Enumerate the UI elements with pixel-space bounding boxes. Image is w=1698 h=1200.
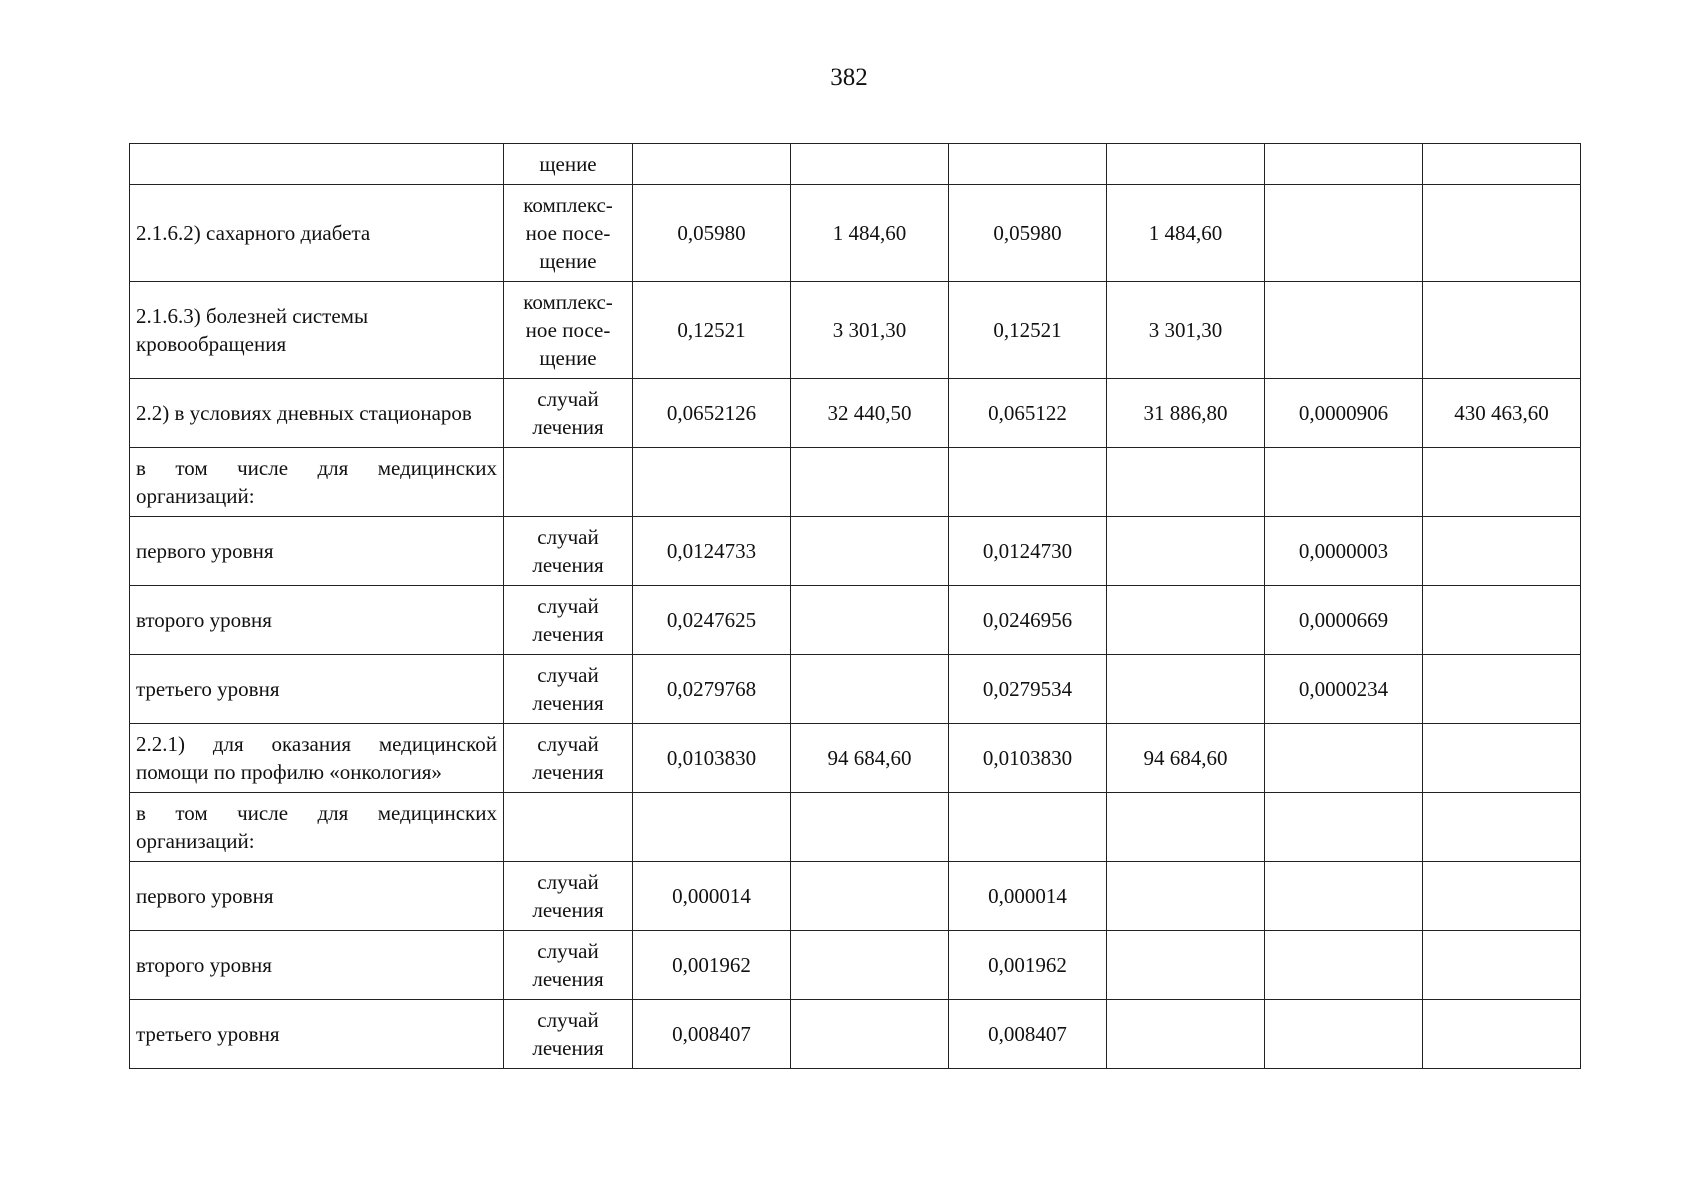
row-value-4 bbox=[1107, 931, 1265, 1000]
row-value-4 bbox=[1107, 448, 1265, 517]
row-value-1: 0,12521 bbox=[633, 282, 791, 379]
row-value-4 bbox=[1107, 862, 1265, 931]
row-unit: комплекс-ное посе-щение bbox=[504, 282, 633, 379]
row-name: третьего уровня bbox=[130, 1000, 504, 1069]
row-unit bbox=[504, 448, 633, 517]
row-value-6 bbox=[1423, 724, 1581, 793]
row-value-1 bbox=[633, 793, 791, 862]
row-value-4: 31 886,80 bbox=[1107, 379, 1265, 448]
row-value-2 bbox=[791, 144, 949, 185]
row-value-5 bbox=[1265, 862, 1423, 931]
row-value-5 bbox=[1265, 1000, 1423, 1069]
row-value-5 bbox=[1265, 185, 1423, 282]
table-row bbox=[130, 379, 1581, 448]
page-number: 382 bbox=[830, 64, 868, 91]
row-name: второго уровня bbox=[130, 931, 504, 1000]
row-unit: случай лечения bbox=[504, 379, 633, 448]
row-value-3 bbox=[949, 144, 1107, 185]
row-value-6 bbox=[1423, 282, 1581, 379]
row-value-4 bbox=[1107, 1000, 1265, 1069]
row-value-4 bbox=[1107, 655, 1265, 724]
row-value-1: 0,0247625 bbox=[633, 586, 791, 655]
row-value-3: 0,0246956 bbox=[949, 586, 1107, 655]
row-name bbox=[130, 144, 504, 185]
row-value-4: 3 301,30 bbox=[1107, 282, 1265, 379]
row-value-2: 94 684,60 bbox=[791, 724, 949, 793]
row-value-2 bbox=[791, 793, 949, 862]
row-name: в том числе для медицинских организаций: bbox=[130, 793, 504, 862]
row-unit bbox=[504, 793, 633, 862]
row-value-6 bbox=[1423, 448, 1581, 517]
row-value-5 bbox=[1265, 448, 1423, 517]
row-value-2: 32 440,50 bbox=[791, 379, 949, 448]
row-value-1: 0,001962 bbox=[633, 931, 791, 1000]
row-name: 2.1.6.2) сахарного диабета bbox=[130, 185, 504, 282]
row-value-6 bbox=[1423, 793, 1581, 862]
row-name: первого уровня bbox=[130, 517, 504, 586]
row-name: первого уровня bbox=[130, 862, 504, 931]
row-value-6 bbox=[1423, 1000, 1581, 1069]
row-value-6 bbox=[1423, 185, 1581, 282]
row-name: 2.2.1) для оказания медицинской помощи по профилю «онкология» bbox=[130, 724, 504, 793]
row-value-6 bbox=[1423, 144, 1581, 185]
table-row bbox=[130, 282, 1581, 379]
row-value-5 bbox=[1265, 793, 1423, 862]
row-value-6 bbox=[1423, 586, 1581, 655]
row-value-1: 0,008407 bbox=[633, 1000, 791, 1069]
row-value-5: 0,0000234 bbox=[1265, 655, 1423, 724]
row-name: в том числе для медицинских организаций: bbox=[130, 448, 504, 517]
table-row bbox=[130, 655, 1581, 724]
row-value-5 bbox=[1265, 931, 1423, 1000]
row-value-6 bbox=[1423, 517, 1581, 586]
row-value-6 bbox=[1423, 655, 1581, 724]
row-value-2: 1 484,60 bbox=[791, 185, 949, 282]
row-value-1: 0,0124733 bbox=[633, 517, 791, 586]
table-row bbox=[130, 448, 1581, 517]
table-row bbox=[130, 185, 1581, 282]
row-value-1: 0,000014 bbox=[633, 862, 791, 931]
table-row bbox=[130, 517, 1581, 586]
row-value-5 bbox=[1265, 724, 1423, 793]
row-value-3 bbox=[949, 793, 1107, 862]
row-unit: щение bbox=[504, 144, 633, 185]
row-name: 2.2) в условиях дневных стационаров bbox=[130, 379, 504, 448]
row-value-2: 3 301,30 bbox=[791, 282, 949, 379]
row-value-3: 0,05980 bbox=[949, 185, 1107, 282]
row-value-2 bbox=[791, 931, 949, 1000]
table-row bbox=[130, 1000, 1581, 1069]
row-name: второго уровня bbox=[130, 586, 504, 655]
row-value-1 bbox=[633, 448, 791, 517]
row-value-3 bbox=[949, 448, 1107, 517]
row-unit: случай лечения bbox=[504, 655, 633, 724]
row-unit: случай лечения bbox=[504, 586, 633, 655]
row-value-2 bbox=[791, 586, 949, 655]
row-value-3: 0,000014 bbox=[949, 862, 1107, 931]
row-value-2 bbox=[791, 448, 949, 517]
row-value-3: 0,0103830 bbox=[949, 724, 1107, 793]
row-value-2 bbox=[791, 517, 949, 586]
row-unit: случай лечения bbox=[504, 517, 633, 586]
row-value-5: 0,0000906 bbox=[1265, 379, 1423, 448]
table-row bbox=[130, 793, 1581, 862]
table-row bbox=[130, 931, 1581, 1000]
row-value-1: 0,05980 bbox=[633, 185, 791, 282]
row-value-3: 0,12521 bbox=[949, 282, 1107, 379]
row-value-5: 0,0000669 bbox=[1265, 586, 1423, 655]
row-value-1: 0,0652126 bbox=[633, 379, 791, 448]
row-value-1 bbox=[633, 144, 791, 185]
row-value-4 bbox=[1107, 144, 1265, 185]
row-value-2 bbox=[791, 1000, 949, 1069]
row-name: 2.1.6.3) болезней системы кровообращения bbox=[130, 282, 504, 379]
row-value-5 bbox=[1265, 282, 1423, 379]
row-unit: комплекс-ное посе-щение bbox=[504, 185, 633, 282]
table-row bbox=[130, 862, 1581, 931]
row-value-5 bbox=[1265, 144, 1423, 185]
row-unit: случай лечения bbox=[504, 931, 633, 1000]
row-value-6 bbox=[1423, 862, 1581, 931]
row-value-6: 430 463,60 bbox=[1423, 379, 1581, 448]
row-value-3: 0,008407 bbox=[949, 1000, 1107, 1069]
row-value-5: 0,0000003 bbox=[1265, 517, 1423, 586]
row-unit: случай лечения bbox=[504, 1000, 633, 1069]
row-unit: случай лечения bbox=[504, 862, 633, 931]
row-value-4 bbox=[1107, 793, 1265, 862]
row-unit: случай лечения bbox=[504, 724, 633, 793]
row-name: третьего уровня bbox=[130, 655, 504, 724]
row-value-3: 0,0279534 bbox=[949, 655, 1107, 724]
table-row bbox=[130, 724, 1581, 793]
row-value-2 bbox=[791, 655, 949, 724]
data-table bbox=[129, 143, 1581, 1069]
row-value-6 bbox=[1423, 931, 1581, 1000]
row-value-4: 1 484,60 bbox=[1107, 185, 1265, 282]
table-row bbox=[130, 144, 1581, 185]
row-value-3: 0,0124730 bbox=[949, 517, 1107, 586]
row-value-2 bbox=[791, 862, 949, 931]
table-row bbox=[130, 586, 1581, 655]
row-value-1: 0,0279768 bbox=[633, 655, 791, 724]
row-value-4 bbox=[1107, 586, 1265, 655]
row-value-4: 94 684,60 bbox=[1107, 724, 1265, 793]
row-value-4 bbox=[1107, 517, 1265, 586]
row-value-3: 0,001962 bbox=[949, 931, 1107, 1000]
row-value-1: 0,0103830 bbox=[633, 724, 791, 793]
row-value-3: 0,065122 bbox=[949, 379, 1107, 448]
